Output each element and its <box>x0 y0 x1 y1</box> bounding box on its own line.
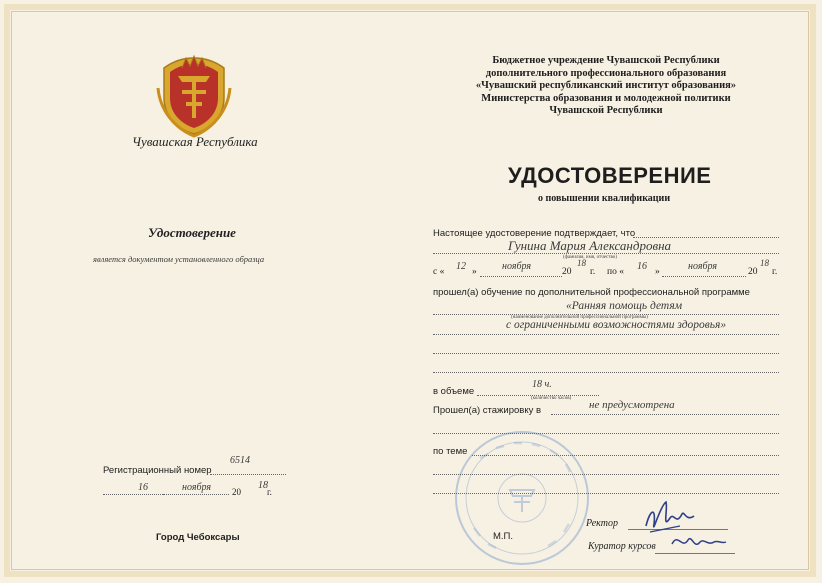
date-to-prefix: по « <box>607 267 624 277</box>
curator-signature <box>668 528 728 558</box>
date-to-close: » <box>655 267 660 277</box>
date-from-month: ноября <box>502 261 532 272</box>
official-stamp <box>452 428 592 568</box>
reg-number-line <box>210 474 286 475</box>
topic-label: по теме <box>433 446 468 457</box>
reg-date-month: ноября <box>182 482 212 493</box>
reg-date-year-prefix: 20 <box>232 487 241 497</box>
coat-of-arms-emblem <box>152 52 236 138</box>
organization-header <box>450 55 762 118</box>
reg-date-year: 18 <box>258 480 268 491</box>
republic-name: Чувашская Республика <box>132 134 258 149</box>
volume-value: 18 ч. <box>532 379 552 390</box>
left-doc-note: является документом установленного образца <box>93 254 265 264</box>
date-to-year: 18 <box>760 258 769 268</box>
reg-number-label: Регистрационный номер <box>103 465 212 476</box>
program-line2 <box>433 334 779 335</box>
reg-date-year-suffix: г. <box>267 487 272 497</box>
org-line: Министерства образования и молодежной политики <box>481 92 731 104</box>
date-from-day: 12 <box>456 261 466 272</box>
date-to-day: 16 <box>637 261 647 272</box>
person-name: Гунина Мария Александровна <box>508 238 672 253</box>
topic-line3 <box>433 493 779 494</box>
reg-date-day-line <box>103 494 163 495</box>
topic-line2 <box>433 474 779 475</box>
stamp-label: М.П. <box>493 531 514 542</box>
internship-line <box>551 414 779 415</box>
date-to-year-prefix: 20 <box>748 267 758 277</box>
date-from-year-prefix: 20 <box>562 267 572 277</box>
volume-label: в объеме <box>433 386 475 397</box>
person-name-line <box>433 253 779 254</box>
program-line3 <box>433 353 779 354</box>
confirm-label: Настоящее удостоверение подтверждает, что <box>433 228 636 239</box>
left-doc-heading: Удостоверение <box>148 225 236 240</box>
internship-line2 <box>433 433 779 434</box>
certificate-subtitle: о повышении квалификации <box>538 193 671 204</box>
program-line4 <box>433 372 779 373</box>
reg-date-day: 16 <box>138 482 148 493</box>
org-line: Чувашской Республики <box>549 105 663 117</box>
rector-label: Ректор <box>586 518 618 529</box>
program-title-line1: «Ранняя помощь детям <box>566 300 683 312</box>
program-title-line2: с ограниченными возможностями здоровья» <box>506 319 727 331</box>
volume-caption: (количество часов) <box>531 396 572 401</box>
program-label: прошел(а) обучение по дополнительной профессиональной программе <box>433 287 750 298</box>
reg-date-month-line <box>163 494 229 495</box>
org-line: дополнительного профессионального образования <box>485 67 727 79</box>
certificate-title: УДОСТОВЕРЕНИЕ <box>508 163 712 188</box>
date-to-month-line <box>662 276 746 277</box>
internship-label: Прошел(а) стажировку в <box>433 405 542 416</box>
date-to-month: ноября <box>688 261 718 272</box>
org-line: «Чувашский республиканский институт образования» <box>475 80 737 92</box>
date-from-close: » <box>472 267 477 277</box>
date-from-year-suffix: г. <box>590 267 596 277</box>
city-label: Город Чебоксары <box>156 532 240 543</box>
topic-line1 <box>472 455 779 456</box>
date-from-month-line <box>480 276 562 277</box>
reg-number-value: 6514 <box>230 455 250 466</box>
program-caption: (наименование дополнительной профессиональной программы) <box>511 315 648 320</box>
org-line: Бюджетное учреждение Чувашской Республики <box>492 55 720 66</box>
internship-value: не предусмотрена <box>589 399 675 411</box>
date-from-year: 18 <box>577 258 586 268</box>
date-to-year-suffix: г. <box>772 267 778 277</box>
curator-label: Куратор курсов <box>588 541 656 552</box>
date-from-prefix: с « <box>433 267 445 277</box>
person-name-caption: (фамилия, имя, отчество) <box>563 255 617 260</box>
